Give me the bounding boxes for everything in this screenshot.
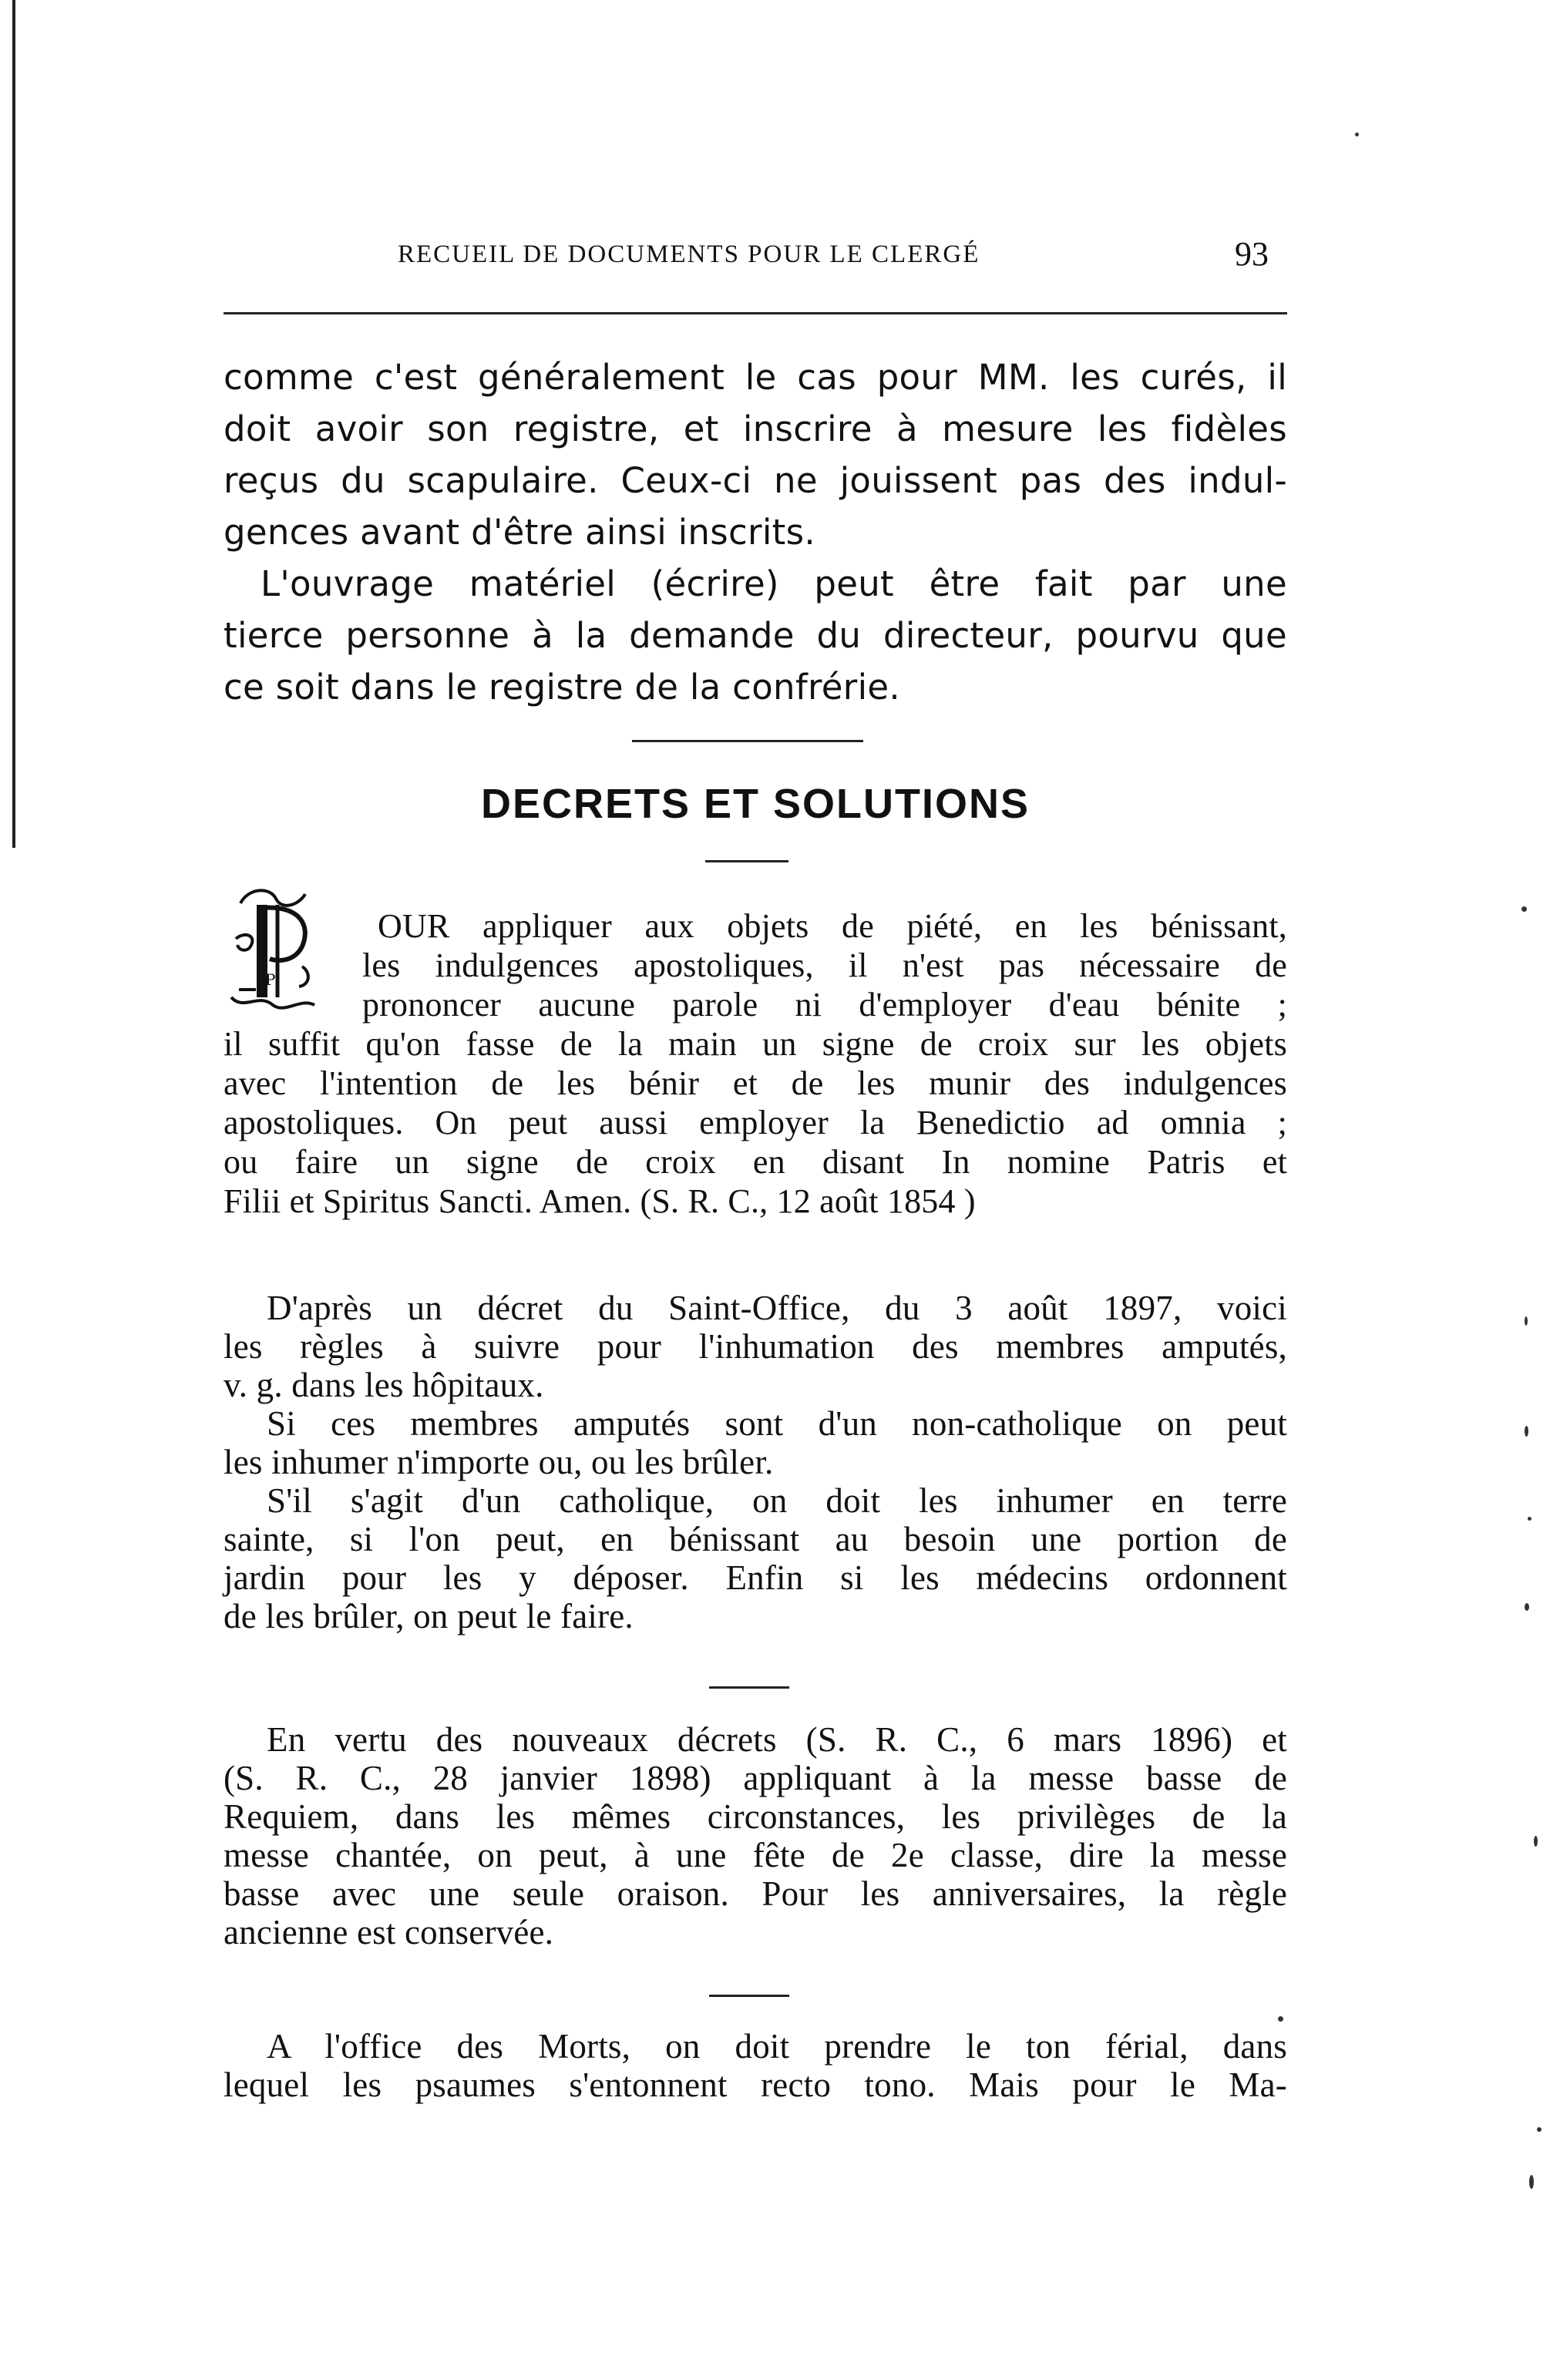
- text-line: les inhumer n'importe ou, ou les brûler.: [224, 1443, 774, 1481]
- scan-speck: [1537, 2127, 1542, 2132]
- text-line: comme c'est généralement le cas pour MM. les curés, il: [224, 357, 1287, 398]
- text-line: apostoliques. On peut aussi employer la Benedictio ad omnia ;: [224, 1104, 1287, 1141]
- paragraph-divider-rule: [709, 1995, 789, 1997]
- section-divider-rule: [632, 740, 863, 742]
- text-line: L'ouvrage matériel (écrire) peut être fait par une: [261, 563, 1287, 604]
- scan-speck: [1521, 906, 1527, 912]
- running-title: RECUEIL DE DOCUMENTS POUR LE CLERGÉ: [398, 240, 980, 268]
- decree-paragraph-requiem-mass: [224, 1720, 1287, 1951]
- text-line: lequel les psaumes s'entonnent recto tono. Mais pour le Ma-: [224, 2066, 1287, 2104]
- text-line: avec l'intention de les bénir et de les munir des indulgences: [224, 1064, 1287, 1102]
- text-line: doit avoir son registre, et inscrire à mesure les fidèles: [224, 408, 1287, 449]
- text-line: tierce personne à la demande du directeur, pourvu que: [224, 615, 1287, 656]
- text-line: basse avec une seule oraison. Pour les anniversaires, la règle: [224, 1874, 1287, 1913]
- decree-paragraph-amputated-members: [224, 1289, 1287, 1635]
- scan-speck: [1525, 1603, 1529, 1611]
- scan-speck: [1525, 1426, 1528, 1437]
- office-of-the-dead-paragraph: [224, 2027, 1287, 2104]
- text-line: de les brûler, on peut le faire.: [224, 1597, 634, 1635]
- text-line: (S. R. C., 28 janvier 1898) appliquant à la messe basse de: [224, 1759, 1287, 1797]
- scan-speck: [1534, 1836, 1538, 1847]
- text-line: reçus du scapulaire. Ceux-ci ne jouissent pas des indul-: [224, 460, 1287, 501]
- text-line: les règles à suivre pour l'inhumation des membres amputés,: [224, 1327, 1287, 1366]
- text-line: ou faire un signe de croix en disant In nomine Patris et: [224, 1143, 1287, 1181]
- title-underline-rule: [705, 860, 788, 862]
- paragraph-divider-rule: [709, 1686, 789, 1689]
- text-line: OUR appliquer aux objets de piété, en les bénissant,: [378, 907, 1287, 945]
- text-line: En vertu des nouveaux décrets (S. R. C., 6 mars 1896) et: [267, 1720, 1287, 1759]
- text-line: Si ces membres amputés sont d'un non-catholique on peut: [267, 1404, 1287, 1443]
- text-line: Requiem, dans les mêmes circonstances, les privilèges de la: [224, 1797, 1287, 1836]
- scan-speck: [1528, 1517, 1531, 1521]
- text-line: v. g. dans les hôpitaux.: [224, 1366, 544, 1404]
- scan-speck: [1529, 2175, 1534, 2189]
- svg-text:P: P: [265, 970, 276, 989]
- text-line: D'après un décret du Saint-Office, du 3 août 1897, voici: [267, 1289, 1287, 1327]
- scan-speck: [1355, 133, 1359, 136]
- header-rule: [224, 312, 1287, 314]
- text-line: il suffit qu'on fasse de la main un signe de croix sur les objets: [224, 1025, 1287, 1063]
- text-line: messe chantée, on peut, à une fête de 2e classe, dire la messe: [224, 1836, 1287, 1874]
- text-line: A l'office des Morts, on doit prendre le ton férial, dans: [267, 2027, 1287, 2066]
- intro-paragraph: [224, 351, 1287, 713]
- text-line: prononcer aucune parole ni d'employer d'eau bénite ;: [362, 986, 1287, 1024]
- scan-margin-edge: [12, 0, 15, 848]
- text-line: gences avant d'être ainsi inscrits.: [224, 512, 815, 553]
- text-line: ce soit dans le registre de la confrérie.: [224, 667, 900, 708]
- decree-paragraph-blessing: [224, 906, 1287, 1221]
- text-line: ancienne est conservée.: [224, 1913, 554, 1951]
- text-line: jardin pour les y déposer. Enfin si les médecins ordonnent: [224, 1558, 1287, 1597]
- text-line: S'il s'agit d'un catholique, on doit les inhumer en terre: [267, 1481, 1287, 1520]
- scan-speck: [1525, 1316, 1528, 1326]
- page-number: 93: [1235, 235, 1269, 273]
- text-line: les indulgences apostoliques, il n'est pas nécessaire de: [362, 946, 1287, 984]
- text-line: sainte, si l'on peut, en bénissant au besoin une portion de: [224, 1520, 1287, 1558]
- section-title: DECRETS ET SOLUTIONS: [480, 781, 1030, 827]
- text-line: Filii et Spiritus Sancti. Amen. (S. R. C., 12 août 1854 ): [224, 1182, 976, 1220]
- scan-speck: [1278, 2016, 1283, 2022]
